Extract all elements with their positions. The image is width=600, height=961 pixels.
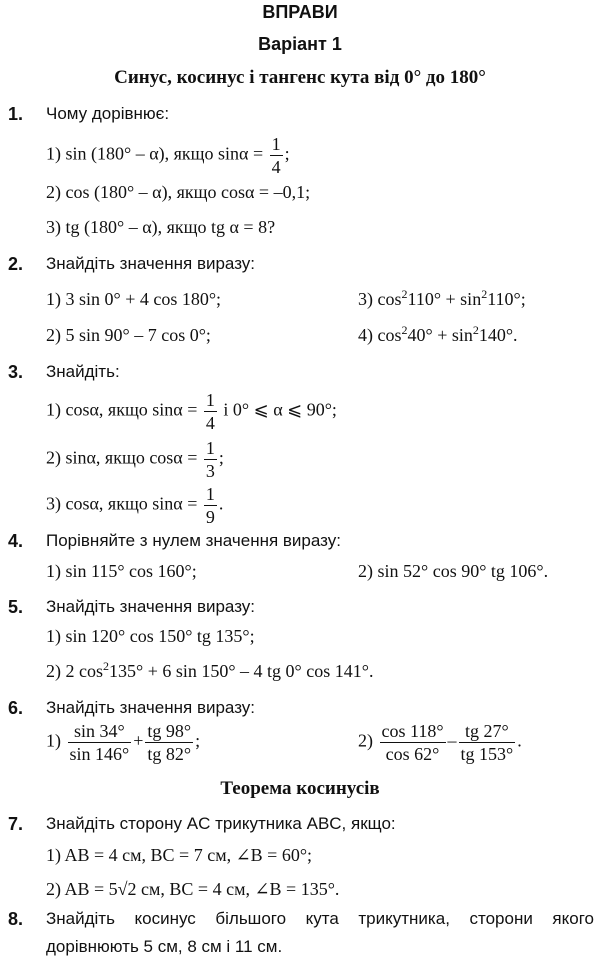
exercise-2-number: 2. [8,254,24,274]
exercise-1-number: 1. [8,104,24,124]
fraction: $\frac{\sin 34^\circ}{\sin 146^\circ}$ [69,721,130,764]
exercise-2-item-3: 3) $\cos^2110^\circ + \sin^2110^\circ$; [358,287,526,309]
exercise-2-item-4: 4) $\cos^240^\circ + \sin^2140^\circ$. [358,323,518,345]
exercise-1-item-1: 1) sin (180° – α), якщо sinα = $\frac{1}{4}$ ; [46,134,290,177]
fraction: $\frac{tg 27^\circ}{tg 153^\circ}$ [460,721,514,764]
exercise-7-question: Знайдіть сторону AC трикутника ABC, якщо: [46,814,396,833]
variant-title: Варіант 1 [258,34,342,54]
exercise-2-question: Знайдіть значення виразу: [46,254,256,273]
exercise-3-item-1: 1) cosα, якщо sinα = $\frac{1}{4}$ і 0° ⩽ α ⩽ 90°; [46,390,337,433]
exercise-5-item-1: 1) sin 120° cos 150° tg 135°; [46,626,255,646]
exercise-5-item-2: 2) 2 $\cos^2135^\circ + 6$ sin 150° – 4 tg 0° cos 141°. [46,659,374,681]
exercise-1-item-3: 3) tg (180° – α), якщо tg α = 8? [46,217,276,237]
exercise-4-item-1: 1) sin 115° cos 160°; [46,561,197,581]
exercise-3-item-3: 3) cosα, якщо sinα = $\frac{1}{9}$ . [46,484,224,527]
exercise-6-item-2: 2) $\frac{\cos 118^\circ}{\cos 62^\circ}$ – $\frac{tg 27^\circ}{tg 153^\circ}$ . [358,721,522,764]
exercise-3-number: 3. [8,362,24,382]
exercise-6-item-1: 1) $\frac{\sin 34^\circ}{\sin 146^\circ}$ + $\frac{tg 98^\circ}{tg 82^\circ}$ ; [46,721,201,764]
exercise-8-number: 8. [8,909,24,929]
fraction: $\frac{1}{4}$ [271,134,281,177]
page-title: ВПРАВИ [262,2,338,22]
exercise-6-number: 6. [8,698,24,718]
section-title-trig: Синус, косинус і тангенс кута від 0° до 180° [114,67,486,88]
exercise-5-question: Знайдіть значення виразу: [46,597,256,616]
section-title-cosine-theorem: Теорема косинусів [220,778,380,799]
exercise-4-number: 4. [8,531,24,551]
exercise-5-number: 5. [8,597,24,617]
exercise-2-item-1: 1) 3 sin 0° + 4 cos 180°; [46,289,222,309]
exercise-6-question: Знайдіть значення виразу: [46,698,256,717]
fraction: $\frac{tg 98^\circ}{tg 82^\circ}$ [147,721,192,764]
fraction: $\frac{1}{9}$ [205,484,215,527]
exercise-7-number: 7. [8,814,24,834]
exercise-4-item-2: 2) sin 52° cos 90° tg 106°. [358,561,549,581]
exercise-4-question: Порівняйте з нулем значення виразу: [46,531,341,550]
exercise-1-question: Чому дорівнює: [46,104,170,123]
exercise-7-item-2: 2) AB = 5√2 см, BC = 4 см, ∠B = 135°. [46,879,340,899]
exercise-8-question: Знайдіть косинус більшого кута трикутника, сторони якого дорівнюють 5 см, 8 см і 11 см. [46,909,594,956]
fraction: $\frac{\cos 118^\circ}{\cos 62^\circ}$ [381,721,444,764]
fraction: $\frac{1}{4}$ [205,390,215,433]
exercise-3-question: Знайдіть: [46,362,120,381]
exercise-2-item-2: 2) 5 sin 90° – 7 cos 0°; [46,325,211,345]
exercise-1-item-2: 2) cos (180° – α), якщо cosα = –0,1; [46,182,311,202]
exercise-3-item-2: 2) sinα, якщо cosα = $\frac{1}{3}$ ; [46,438,224,481]
exercise-7-item-1: 1) AB = 4 см, BC = 7 см, ∠B = 60°; [46,845,313,865]
fraction: $\frac{1}{3}$ [205,438,215,481]
